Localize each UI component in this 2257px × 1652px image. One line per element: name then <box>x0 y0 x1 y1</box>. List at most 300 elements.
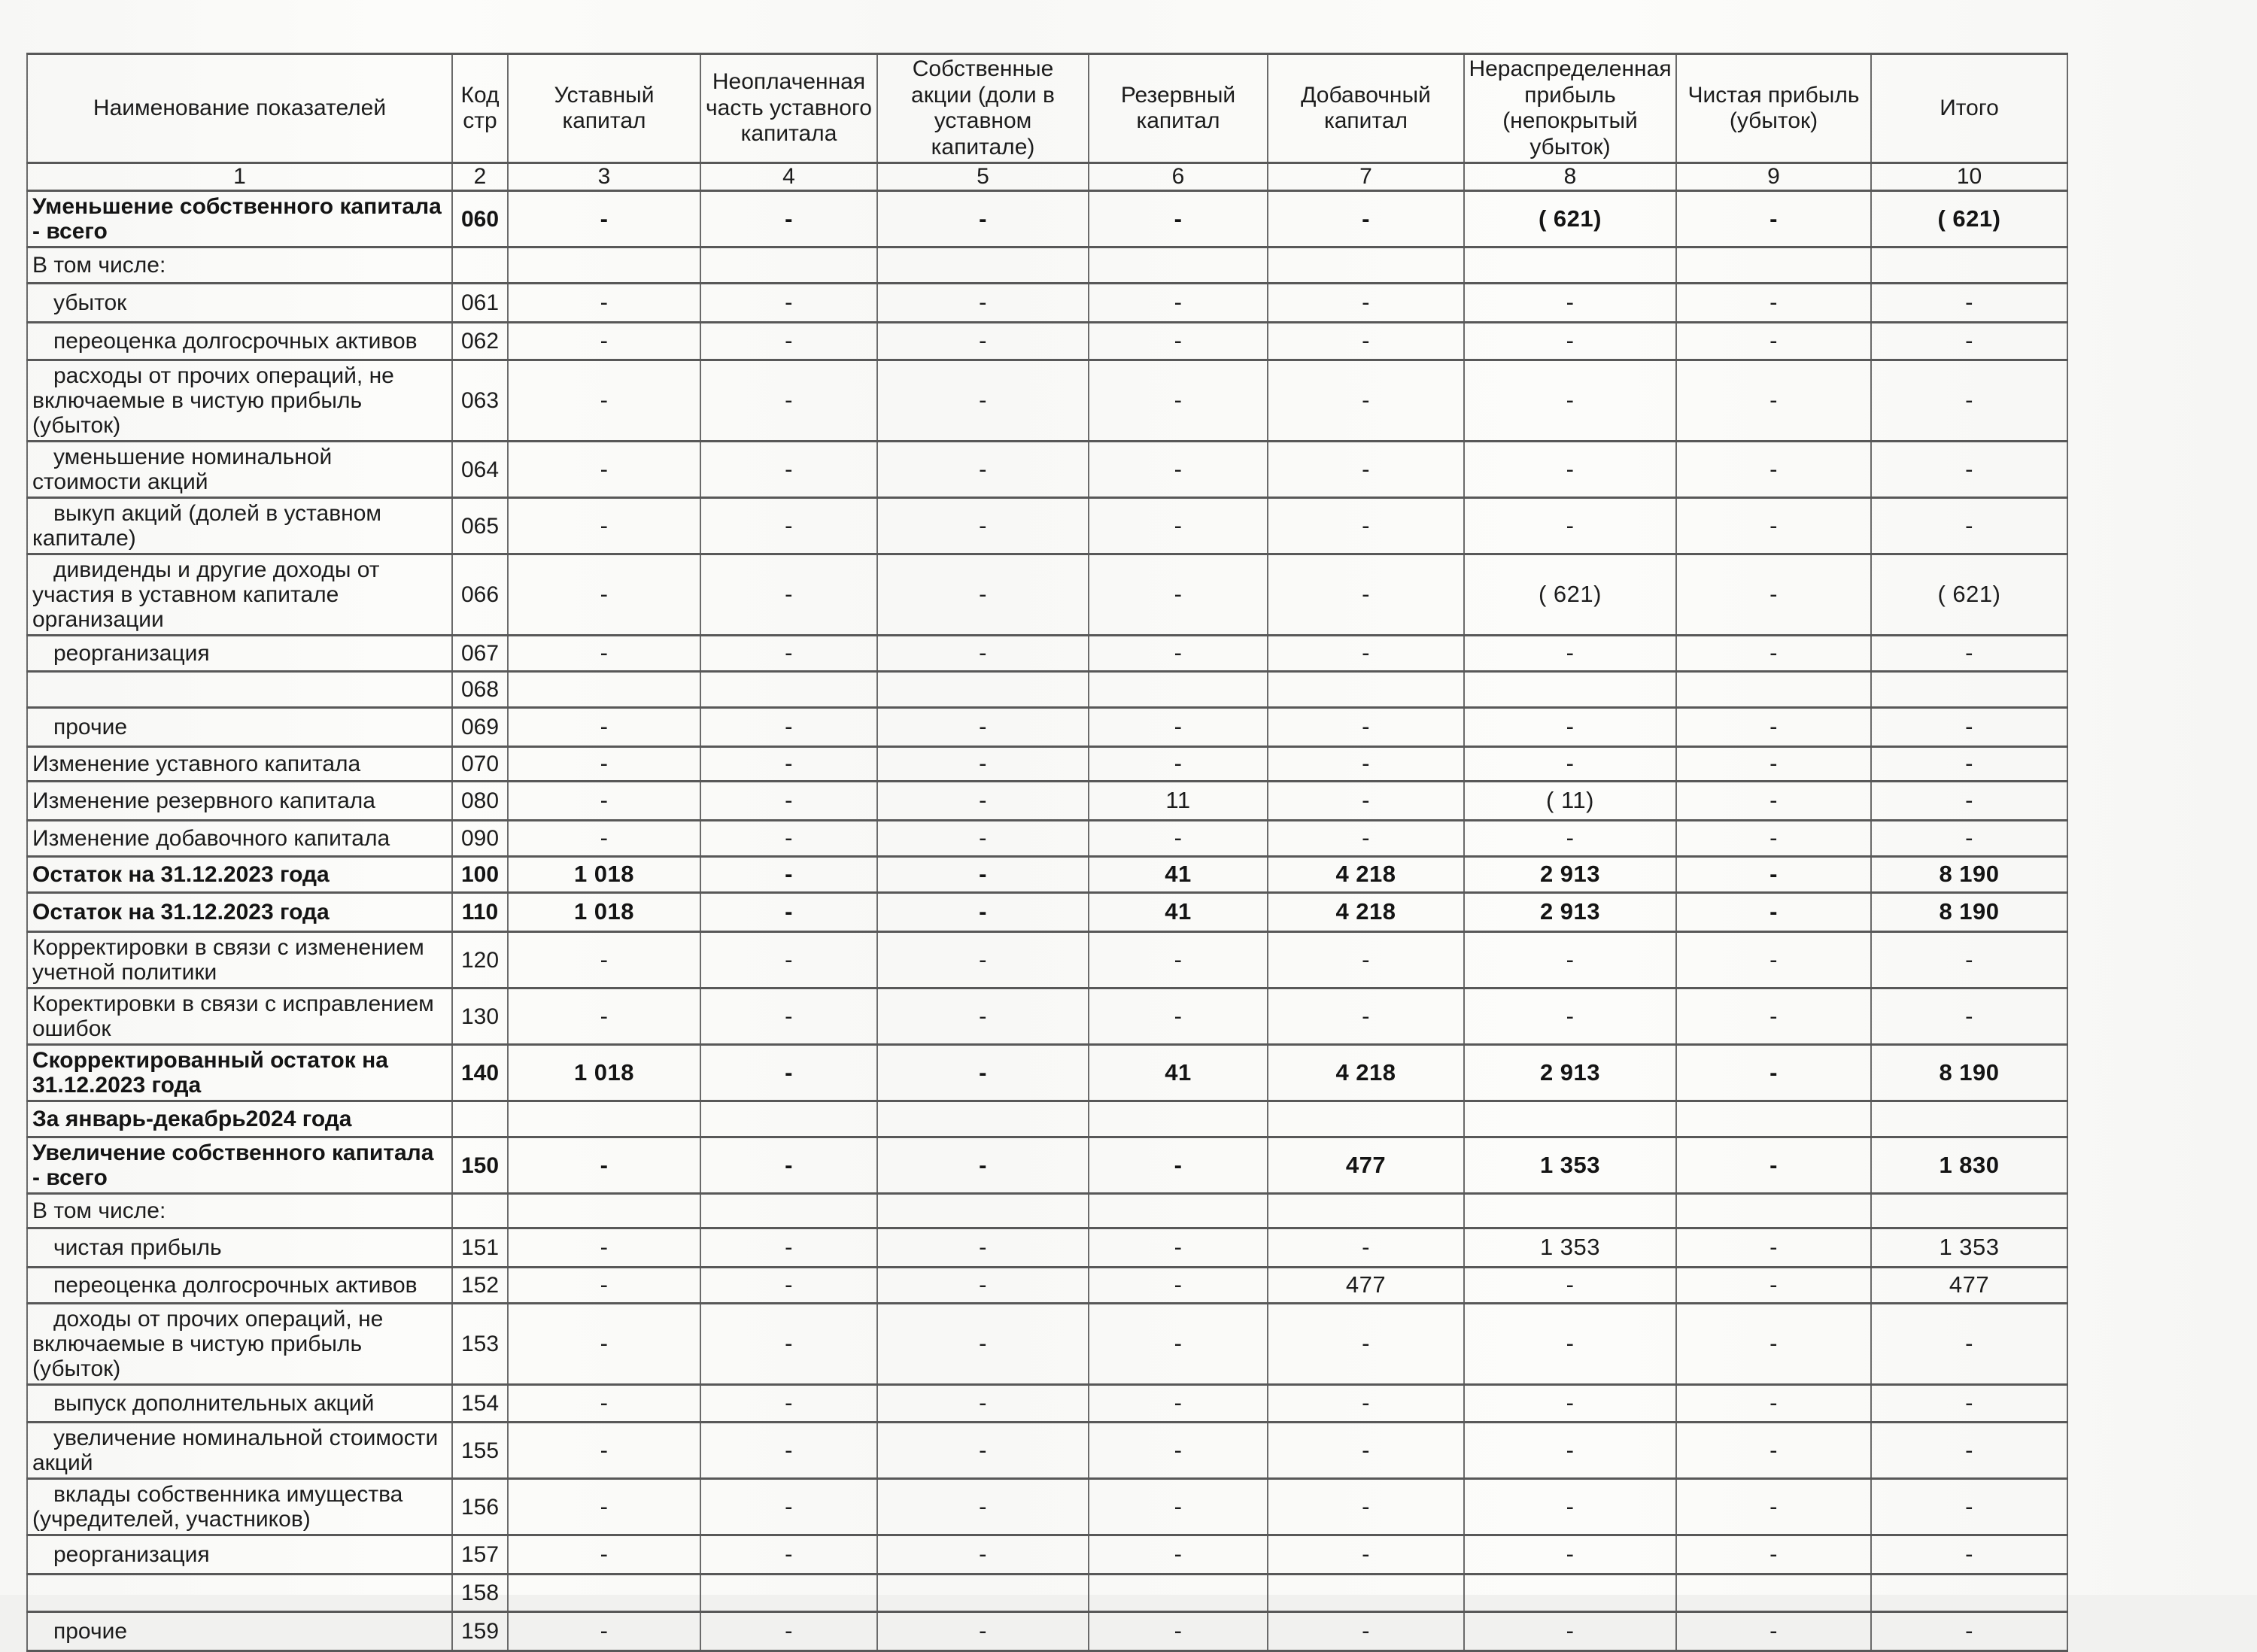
row-value: - <box>1676 636 1871 672</box>
row-label: Изменение уставного капитала <box>27 747 452 782</box>
row-value: - <box>1676 498 1871 554</box>
row-value: - <box>1676 360 1871 442</box>
row-value: - <box>700 323 877 360</box>
row-value: - <box>1268 988 1464 1045</box>
row-value: - <box>1871 284 2067 323</box>
row-value: - <box>877 1535 1089 1575</box>
row-code: 070 <box>452 747 508 782</box>
row-value: - <box>1871 1423 2067 1479</box>
row-value <box>1676 1194 1871 1228</box>
row-label: чистая прибыль <box>27 1228 452 1268</box>
row-value: - <box>1676 442 1871 498</box>
table-row <box>27 191 2067 247</box>
row-value: 8 190 <box>1871 1045 2067 1101</box>
table-row <box>27 323 2067 360</box>
row-value: - <box>508 1304 700 1385</box>
row-label: Изменение резервного капитала <box>27 782 452 821</box>
table-row <box>27 857 2067 893</box>
row-value <box>508 247 700 284</box>
row-value: - <box>700 1304 877 1385</box>
row-value: - <box>877 782 1089 821</box>
row-value <box>1268 1101 1464 1137</box>
row-value: - <box>1268 554 1464 636</box>
row-value: - <box>1089 1268 1268 1304</box>
row-value <box>1676 1575 1871 1612</box>
table-row <box>27 747 2067 782</box>
row-value <box>1464 1575 1676 1612</box>
row-value: - <box>1676 782 1871 821</box>
row-label: Уменьшение собственного капитала - всего <box>27 191 452 247</box>
column-header-unpaid-part: Неоплаченная часть уставного капитала <box>700 54 877 163</box>
row-value: - <box>1089 284 1268 323</box>
row-value: - <box>1676 284 1871 323</box>
row-label: Коректировки в связи с исправлением ошибок <box>27 988 452 1045</box>
row-value: - <box>1676 1045 1871 1101</box>
table-row <box>27 636 2067 672</box>
row-code <box>452 1101 508 1137</box>
row-value: - <box>1871 323 2067 360</box>
row-value: 8 190 <box>1871 857 2067 893</box>
row-value: - <box>700 857 877 893</box>
row-value: - <box>1089 1423 1268 1479</box>
column-header-own-shares: Собственные акции (доли в уставном капитале) <box>877 54 1089 163</box>
row-value: 41 <box>1089 1045 1268 1101</box>
row-value: 1 830 <box>1871 1137 2067 1194</box>
row-value: 1 018 <box>508 1045 700 1101</box>
row-value: - <box>1871 1385 2067 1423</box>
row-value: - <box>1676 1385 1871 1423</box>
row-value: - <box>1676 1479 1871 1535</box>
row-value: - <box>700 821 877 857</box>
row-value: - <box>1676 932 1871 988</box>
row-label: переоценка долгосрочных активов <box>27 323 452 360</box>
row-label: Остаток на 31.12.2023 года <box>27 893 452 932</box>
row-value <box>700 1575 877 1612</box>
row-value: - <box>877 284 1089 323</box>
row-value: - <box>700 1479 877 1535</box>
row-value: - <box>1676 323 1871 360</box>
table-row <box>27 554 2067 636</box>
row-value: - <box>700 893 877 932</box>
column-number: 10 <box>1871 163 2067 191</box>
row-value: - <box>1871 1535 2067 1575</box>
row-value <box>700 247 877 284</box>
row-code: 150 <box>452 1137 508 1194</box>
row-value: - <box>1464 1304 1676 1385</box>
row-value: - <box>877 932 1089 988</box>
row-value: - <box>1676 893 1871 932</box>
row-value: - <box>1089 1385 1268 1423</box>
row-code: 157 <box>452 1535 508 1575</box>
row-value: - <box>877 857 1089 893</box>
row-value <box>1676 1101 1871 1137</box>
row-value: - <box>1676 821 1871 857</box>
row-code: 159 <box>452 1612 508 1651</box>
row-value: - <box>508 708 700 747</box>
row-code: 110 <box>452 893 508 932</box>
row-value <box>508 1101 700 1137</box>
row-code: 156 <box>452 1479 508 1535</box>
row-value: - <box>508 1385 700 1423</box>
row-label: Увеличение собственного капитала - всего <box>27 1137 452 1194</box>
row-value: - <box>508 191 700 247</box>
column-number: 9 <box>1676 163 1871 191</box>
row-value <box>877 1575 1089 1612</box>
row-value: - <box>1871 782 2067 821</box>
row-value: - <box>877 1228 1089 1268</box>
row-code: 080 <box>452 782 508 821</box>
row-value: - <box>700 932 877 988</box>
row-value <box>1268 247 1464 284</box>
row-value: - <box>1464 988 1676 1045</box>
row-value: - <box>1871 932 2067 988</box>
table-row <box>27 442 2067 498</box>
row-value: - <box>877 323 1089 360</box>
row-value: - <box>1464 498 1676 554</box>
row-value: - <box>1268 191 1464 247</box>
row-value: - <box>1464 821 1676 857</box>
row-value: - <box>1676 988 1871 1045</box>
row-value <box>1268 672 1464 708</box>
row-value: - <box>1268 1228 1464 1268</box>
row-value <box>1268 1194 1464 1228</box>
row-value <box>1871 1101 2067 1137</box>
row-label: В том числе: <box>27 1194 452 1228</box>
row-value <box>1089 1101 1268 1137</box>
row-label: Корректировки в связи с изменением учетной политики <box>27 932 452 988</box>
row-value: - <box>1089 636 1268 672</box>
row-value: - <box>877 1045 1089 1101</box>
row-label: Скорректированный остаток на 31.12.2023 года <box>27 1045 452 1101</box>
table-row <box>27 1101 2067 1137</box>
row-value: - <box>1268 284 1464 323</box>
table-row <box>27 1479 2067 1535</box>
row-value: 477 <box>1268 1137 1464 1194</box>
row-value: - <box>508 1612 700 1651</box>
row-value: - <box>1268 1423 1464 1479</box>
row-value: - <box>1676 1612 1871 1651</box>
row-value: - <box>1268 1385 1464 1423</box>
row-value: - <box>1871 1612 2067 1651</box>
row-value <box>1464 672 1676 708</box>
row-value: - <box>1676 1304 1871 1385</box>
row-value: - <box>1871 360 2067 442</box>
row-value: 2 913 <box>1464 857 1676 893</box>
row-value: - <box>877 554 1089 636</box>
row-value <box>1464 1194 1676 1228</box>
column-header-reserve-capital: Резервный капитал <box>1089 54 1268 163</box>
row-value: - <box>1464 1612 1676 1651</box>
row-value: - <box>1464 747 1676 782</box>
row-value: - <box>1268 821 1464 857</box>
row-value: - <box>700 747 877 782</box>
row-value: - <box>1089 1228 1268 1268</box>
row-code: 100 <box>452 857 508 893</box>
row-value: - <box>700 1045 877 1101</box>
row-value: - <box>508 821 700 857</box>
row-value: - <box>1268 1304 1464 1385</box>
row-value: - <box>877 821 1089 857</box>
row-value: - <box>508 284 700 323</box>
row-value: - <box>700 1612 877 1651</box>
row-label: доходы от прочих операций, не включаемые в чистую прибыль (убыток) <box>27 1304 452 1385</box>
table-row <box>27 1194 2067 1228</box>
row-code: 158 <box>452 1575 508 1612</box>
row-value: - <box>1268 360 1464 442</box>
row-code: 068 <box>452 672 508 708</box>
row-value <box>1871 1575 2067 1612</box>
row-value: - <box>700 498 877 554</box>
row-value: - <box>508 747 700 782</box>
row-value: - <box>508 932 700 988</box>
row-value <box>877 672 1089 708</box>
row-value: - <box>700 360 877 442</box>
row-code: 152 <box>452 1268 508 1304</box>
row-value: - <box>1268 747 1464 782</box>
row-value: - <box>508 636 700 672</box>
column-number: 1 <box>27 163 452 191</box>
row-value: - <box>1871 498 2067 554</box>
row-value: ( 621) <box>1871 191 2067 247</box>
row-value: - <box>1871 821 2067 857</box>
column-header-code: Код стр <box>452 54 508 163</box>
row-value: - <box>1089 1304 1268 1385</box>
row-value: - <box>1268 442 1464 498</box>
table-row <box>27 1423 2067 1479</box>
row-value: - <box>700 1535 877 1575</box>
row-value: ( 11) <box>1464 782 1676 821</box>
row-value: - <box>877 747 1089 782</box>
row-value <box>508 1194 700 1228</box>
table-header <box>27 54 2067 191</box>
row-value: - <box>700 1137 877 1194</box>
row-value <box>1089 672 1268 708</box>
table-row <box>27 1228 2067 1268</box>
row-value: - <box>877 708 1089 747</box>
row-value: - <box>1464 1535 1676 1575</box>
column-number: 4 <box>700 163 877 191</box>
row-label: За январь-декабрь2024 года <box>27 1101 452 1137</box>
row-value <box>1676 247 1871 284</box>
table-row <box>27 1137 2067 1194</box>
table-row <box>27 1045 2067 1101</box>
row-value: - <box>1268 1535 1464 1575</box>
column-number: 7 <box>1268 163 1464 191</box>
row-value: - <box>1871 988 2067 1045</box>
table-row <box>27 1575 2067 1612</box>
row-value: - <box>1676 1137 1871 1194</box>
row-value: - <box>877 1268 1089 1304</box>
row-value: - <box>508 1423 700 1479</box>
row-label: дивиденды и другие доходы от участия в уставном капитале организации <box>27 554 452 636</box>
row-value <box>1871 672 2067 708</box>
row-value: - <box>508 360 700 442</box>
row-value: 1 353 <box>1464 1137 1676 1194</box>
row-value: - <box>877 498 1089 554</box>
row-value <box>700 1101 877 1137</box>
row-value: - <box>1676 1423 1871 1479</box>
row-value: - <box>1676 191 1871 247</box>
row-value: - <box>1464 1479 1676 1535</box>
table-row <box>27 1385 2067 1423</box>
row-label: выпуск дополнительных акций <box>27 1385 452 1423</box>
row-value: 41 <box>1089 857 1268 893</box>
row-value: - <box>1089 932 1268 988</box>
row-value: - <box>1089 1535 1268 1575</box>
row-value: - <box>877 442 1089 498</box>
row-value: - <box>1089 708 1268 747</box>
row-value: ( 621) <box>1871 554 2067 636</box>
row-value: - <box>700 988 877 1045</box>
row-value: - <box>1676 857 1871 893</box>
row-value: - <box>1089 1612 1268 1651</box>
row-label <box>27 672 452 708</box>
row-value: 8 190 <box>1871 893 2067 932</box>
row-value: - <box>508 988 700 1045</box>
row-label: вклады собственника имущества (учредителей, участников) <box>27 1479 452 1535</box>
row-value: - <box>508 1137 700 1194</box>
column-number: 6 <box>1089 163 1268 191</box>
column-header-retained-earnings: Нераспределенная прибыль (непокрытый убыток) <box>1464 54 1676 163</box>
row-label: переоценка долгосрочных активов <box>27 1268 452 1304</box>
table-row <box>27 893 2067 932</box>
row-value: - <box>700 1268 877 1304</box>
row-label: уменьшение номинальной стоимости акций <box>27 442 452 498</box>
row-value: - <box>877 988 1089 1045</box>
row-value: - <box>1089 747 1268 782</box>
row-label: реорганизация <box>27 1535 452 1575</box>
row-label: прочие <box>27 1612 452 1651</box>
table-row <box>27 672 2067 708</box>
row-value: - <box>877 1304 1089 1385</box>
row-value <box>1871 247 2067 284</box>
row-value: - <box>508 782 700 821</box>
row-value: - <box>700 708 877 747</box>
row-value: - <box>1089 323 1268 360</box>
table-row <box>27 821 2067 857</box>
row-value: - <box>1871 708 2067 747</box>
row-value: 2 913 <box>1464 893 1676 932</box>
row-value: 1 353 <box>1871 1228 2067 1268</box>
row-value <box>1089 1575 1268 1612</box>
row-value: - <box>1464 708 1676 747</box>
row-label: расходы от прочих операций, не включаемые в чистую прибыль (убыток) <box>27 360 452 442</box>
row-value: - <box>1089 554 1268 636</box>
row-value: 477 <box>1268 1268 1464 1304</box>
row-value: - <box>1268 1479 1464 1535</box>
column-number: 2 <box>452 163 508 191</box>
row-value: - <box>1089 191 1268 247</box>
row-value: - <box>1089 442 1268 498</box>
row-value: - <box>700 1423 877 1479</box>
row-value <box>508 672 700 708</box>
row-value <box>1464 247 1676 284</box>
row-value: - <box>1268 323 1464 360</box>
row-value: 1 018 <box>508 893 700 932</box>
header-row <box>27 54 2067 163</box>
row-value: ( 621) <box>1464 191 1676 247</box>
row-value: - <box>877 1137 1089 1194</box>
row-value: - <box>1089 988 1268 1045</box>
table-row <box>27 284 2067 323</box>
row-value <box>1089 1194 1268 1228</box>
row-code: 120 <box>452 932 508 988</box>
row-value: - <box>700 191 877 247</box>
table-row <box>27 498 2067 554</box>
row-value: - <box>700 442 877 498</box>
row-value <box>877 1101 1089 1137</box>
row-value <box>1676 672 1871 708</box>
row-value: - <box>1464 1385 1676 1423</box>
column-number: 3 <box>508 163 700 191</box>
row-value: - <box>1676 1268 1871 1304</box>
row-code: 153 <box>452 1304 508 1385</box>
row-code: 064 <box>452 442 508 498</box>
row-value: - <box>1268 782 1464 821</box>
row-value: - <box>1464 323 1676 360</box>
row-value: - <box>1268 498 1464 554</box>
row-value: - <box>1089 1137 1268 1194</box>
row-value: - <box>1464 1268 1676 1304</box>
row-value: - <box>508 1228 700 1268</box>
row-value <box>877 1194 1089 1228</box>
row-value: - <box>508 323 700 360</box>
row-value: 1 018 <box>508 857 700 893</box>
row-label: убыток <box>27 284 452 323</box>
table-row <box>27 1535 2067 1575</box>
row-value: - <box>508 1479 700 1535</box>
row-value: - <box>1464 360 1676 442</box>
row-code: 069 <box>452 708 508 747</box>
row-value: - <box>1089 498 1268 554</box>
row-value: - <box>877 636 1089 672</box>
row-value: - <box>1268 636 1464 672</box>
row-value: - <box>877 1479 1089 1535</box>
row-value: - <box>1464 932 1676 988</box>
row-value <box>1871 1194 2067 1228</box>
row-value: - <box>1089 821 1268 857</box>
row-code: 140 <box>452 1045 508 1101</box>
row-value <box>700 672 877 708</box>
row-value: - <box>1089 1479 1268 1535</box>
row-label: увеличение номинальной стоимости акций <box>27 1423 452 1479</box>
table-row <box>27 988 2067 1045</box>
row-value: ( 621) <box>1464 554 1676 636</box>
row-label <box>27 1575 452 1612</box>
row-value: - <box>508 442 700 498</box>
row-label: Остаток на 31.12.2023 года <box>27 857 452 893</box>
row-value <box>508 1575 700 1612</box>
row-value: - <box>1676 708 1871 747</box>
row-value: - <box>1464 1423 1676 1479</box>
row-code: 062 <box>452 323 508 360</box>
column-header-total: Итого <box>1871 54 2067 163</box>
row-value: - <box>1268 1612 1464 1651</box>
row-label: реорганизация <box>27 636 452 672</box>
row-value: - <box>700 554 877 636</box>
row-value: 2 913 <box>1464 1045 1676 1101</box>
row-value: - <box>1464 442 1676 498</box>
row-label: выкуп акций (долей в уставном капитале) <box>27 498 452 554</box>
row-label: Изменение добавочного капитала <box>27 821 452 857</box>
row-value: - <box>877 1612 1089 1651</box>
row-value: - <box>1464 636 1676 672</box>
row-value: - <box>508 1535 700 1575</box>
row-value: - <box>1268 708 1464 747</box>
table-body <box>27 191 2067 1651</box>
row-value: - <box>1871 747 2067 782</box>
row-value: - <box>508 554 700 636</box>
